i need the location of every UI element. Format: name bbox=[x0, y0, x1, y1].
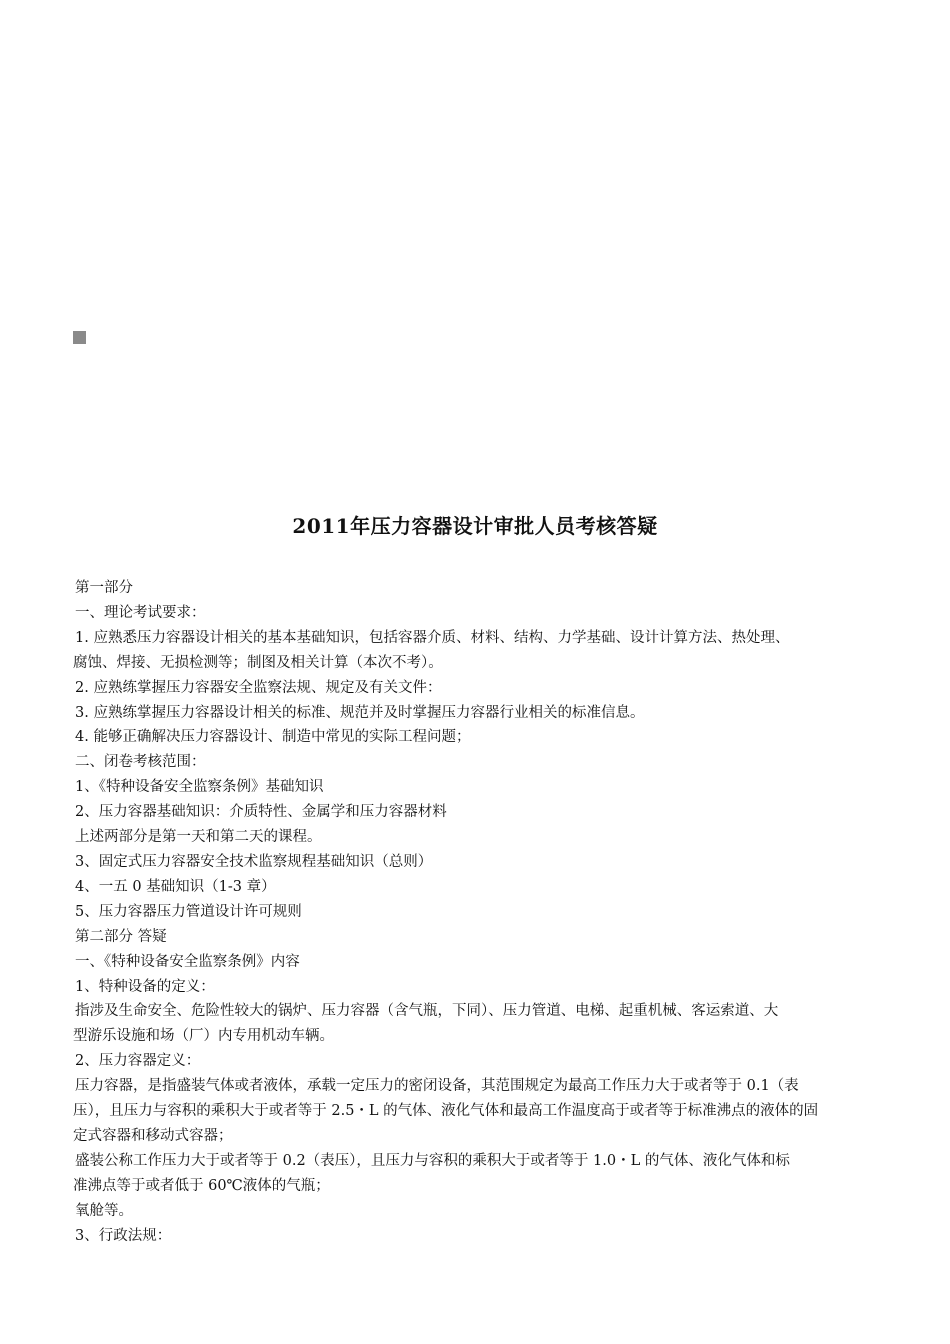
paragraph-line-continued: 准沸点等于或者低于 60℃液体的气瓶； bbox=[73, 1177, 330, 1194]
paragraph-line: 盛装公称工作压力大于或者等于 0.2（表压），且压力与容积的乘积大于或者等于 1.0・L 的气体、液化气体和标 bbox=[75, 1152, 790, 1169]
list-item: 1、《特种设备安全监察条例》基础知识 bbox=[75, 779, 324, 796]
paragraph-line: 指涉及生命安全、危险性较大的锅炉、压力容器（含气瓶，下同）、压力管道、电梯、起重机械、客运索道、大 bbox=[75, 1003, 779, 1020]
section-heading: 第一部分 bbox=[75, 580, 133, 596]
list-item: 3、行政法规： bbox=[75, 1227, 172, 1244]
square-bullet-icon bbox=[73, 331, 86, 344]
paragraph-line: 上述两部分是第一天和第二天的课程。 bbox=[75, 829, 322, 846]
paragraph-line: 4. 能够正确解决压力容器设计、制造中常见的实际工程问题； bbox=[75, 729, 471, 746]
subsection-heading: 二、闭卷考核范围： bbox=[75, 754, 206, 771]
paragraph-line-continued: 腐蚀、焊接、无损检测等；制图及相关计算（本次不考）。 bbox=[73, 654, 443, 671]
document-body bbox=[75, 576, 915, 1248]
list-item: 5、压力容器压力管道设计许可规则 bbox=[75, 903, 302, 920]
paragraph-line: 1. 应熟悉压力容器设计相关的基本基础知识，包括容器介质、材料、结构、力学基础、设计计算方法、热处理、 bbox=[75, 629, 790, 646]
document-title: 2011年压力容器设计审批人员考核答疑 bbox=[292, 514, 658, 538]
subsection-heading: 一、理论考试要求： bbox=[75, 604, 206, 621]
list-item: 2、压力容器定义： bbox=[75, 1053, 201, 1070]
list-item: 4、一五 0 基础知识（1-3 章） bbox=[75, 878, 276, 895]
paragraph-line: 压力容器，是指盛装气体或者液体，承载一定压力的密闭设备，其范围规定为最高工作压力大于或者等于 0.1（表 bbox=[75, 1078, 799, 1095]
paragraph-line: 氧舱等。 bbox=[75, 1202, 133, 1219]
paragraph-line-continued: 压），且压力与容积的乘积大于或者等于 2.5・L 的气体、液化气体和最高工作温度高于或者等于标准沸点的液体的固 bbox=[73, 1103, 819, 1120]
list-item: 2、压力容器基础知识：介质特性、金属学和压力容器材料 bbox=[75, 804, 447, 821]
list-item: 1、特种设备的定义： bbox=[75, 978, 215, 995]
subsection-heading: 一、《特种设备安全监察条例》内容 bbox=[75, 953, 300, 970]
paragraph-line-continued: 型游乐设施和场（厂）内专用机动车辆。 bbox=[73, 1028, 334, 1045]
paragraph-line-continued: 定式容器和移动式容器； bbox=[73, 1127, 233, 1144]
section-heading: 第二部分 答疑 bbox=[75, 928, 167, 945]
paragraph-line: 3. 应熟练掌握压力容器设计相关的标准、规范并及时掌握压力容器行业相关的标准信息。 bbox=[75, 704, 645, 721]
list-item: 3、固定式压力容器安全技术监察规程基础知识（总则） bbox=[75, 853, 433, 870]
paragraph-line: 2. 应熟练掌握压力容器安全监察法规、规定及有关文件： bbox=[75, 679, 442, 696]
